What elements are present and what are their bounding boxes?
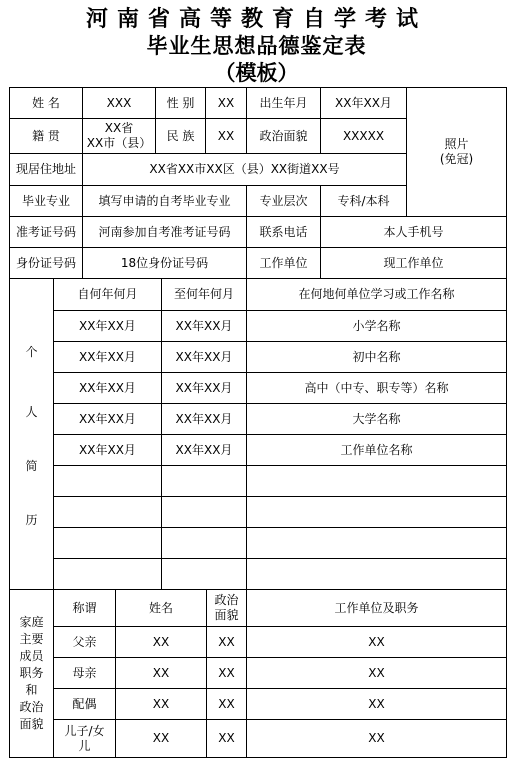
family-cell-political: XX <box>218 665 235 680</box>
family-header-relation: 称谓 <box>72 600 97 615</box>
family-header-work: 工作单位及职务 <box>334 600 419 615</box>
gender-value: XX <box>217 95 235 110</box>
family-side-line: 职务 <box>19 666 44 680</box>
title-line-3: （模板） <box>214 61 299 85</box>
resume-cell-from[interactable] <box>54 559 161 589</box>
address-label: 现居住地址 <box>15 162 76 176</box>
level-value: 专科/本科 <box>337 193 390 208</box>
family-cell-relation: 父亲 <box>72 634 97 649</box>
family-side-line: 和 <box>25 683 38 697</box>
birth-label: 出生年月 <box>259 95 308 110</box>
level-label: 专业层次 <box>259 193 308 208</box>
resume-header-place: 在何地何单位学习或工作名称 <box>298 287 455 301</box>
resume-side-label <box>10 279 53 589</box>
political-value: XXXXX <box>342 128 385 143</box>
resume-cell-to[interactable] <box>162 528 246 558</box>
address-value: XX省XX市XX区（县）XX街道XX号 <box>149 162 340 176</box>
resume-cell-to: XX年XX月 <box>175 442 233 457</box>
title-line-2: 毕业生思想品德鉴定表 <box>146 34 367 58</box>
resume-cell-from: XX年XX月 <box>79 349 136 364</box>
phone-label: 联系电话 <box>259 224 308 239</box>
resume-cell-place[interactable] <box>247 497 506 527</box>
photo-box[interactable] <box>407 88 506 216</box>
ethnic-label: 民 族 <box>166 128 195 143</box>
resume-cell-place: 高中（中专、职专等）名称 <box>304 380 449 395</box>
family-cell-political: XX <box>218 731 235 745</box>
family-cell-relation: 儿子/女儿 <box>64 723 105 753</box>
family-side-line: 成员 <box>19 649 44 663</box>
native-city: XX市（县） <box>86 136 152 150</box>
native-value[interactable] <box>83 119 155 153</box>
resume-cell-from: XX年XX月 <box>79 442 136 457</box>
resume-cell-from[interactable] <box>54 528 161 558</box>
resume-header-from: 自何年何月 <box>77 287 138 301</box>
resume-cell-to: XX年XX月 <box>175 349 233 364</box>
family-cell-work: XX <box>368 634 385 649</box>
family-cell-name: XX <box>152 634 170 649</box>
family-side-line: 主要 <box>19 632 44 646</box>
family-cell-name: XX <box>152 665 170 680</box>
resume-side-char: 历 <box>25 512 38 527</box>
exam-value: 河南参加自考准考证号码 <box>98 224 231 239</box>
family-header-political-line: 政治 <box>214 593 239 607</box>
family-cell-work: XX <box>368 696 385 711</box>
name-value: XXX <box>106 95 132 110</box>
resume-side-char: 个 <box>25 344 38 359</box>
family-cell-work: XX <box>368 731 385 745</box>
resume-cell-place: 大学名称 <box>352 411 401 426</box>
resume-cell-from: XX年XX月 <box>79 318 136 333</box>
major-value: 填写申请的自考毕业专业 <box>98 193 231 208</box>
family-cell-name: XX <box>152 731 170 745</box>
political-label: 政治面貌 <box>259 128 308 143</box>
family-header-name: 姓名 <box>148 600 173 615</box>
resume-cell-to[interactable] <box>162 559 246 589</box>
resume-cell-place: 小学名称 <box>352 318 401 333</box>
resume-cell-from: XX年XX月 <box>79 380 136 395</box>
phone-value: 本人手机号 <box>383 224 444 239</box>
family-header-political-line: 面貌 <box>214 608 239 622</box>
resume-cell-place: 工作单位名称 <box>340 442 413 457</box>
work-label: 工作单位 <box>259 255 308 270</box>
family-cell-political: XX <box>218 634 235 649</box>
photo-note: (免冠) <box>439 152 474 166</box>
resume-cell-from[interactable] <box>54 497 161 527</box>
resume-cell-from: XX年XX月 <box>79 411 136 426</box>
gender-label: 性 别 <box>166 95 195 110</box>
resume-header-to: 至何年何月 <box>173 287 234 301</box>
photo-label: 照片 <box>444 137 469 151</box>
family-side-line: 面貌 <box>19 717 44 731</box>
resume-cell-place[interactable] <box>247 528 506 558</box>
birth-value: XX年XX月 <box>335 95 392 110</box>
resume-cell-place: 初中名称 <box>352 349 401 364</box>
resume-cell-from[interactable] <box>54 466 161 496</box>
resume-cell-to: XX年XX月 <box>175 318 233 333</box>
family-cell-work: XX <box>368 665 385 680</box>
family-cell-political: XX <box>218 696 235 711</box>
family-side-label <box>10 590 53 757</box>
resume-cell-to[interactable] <box>162 497 246 527</box>
major-label: 毕业专业 <box>21 193 70 208</box>
family-side-line: 政治 <box>19 700 44 714</box>
family-header-political <box>207 590 246 626</box>
name-label: 姓 名 <box>32 95 60 110</box>
native-province: XX省 <box>104 121 134 135</box>
id-value: 18位身份证号码 <box>120 255 209 270</box>
exam-label: 准考证号码 <box>15 224 76 239</box>
family-cell-name: XX <box>152 696 170 711</box>
resume-cell-to: XX年XX月 <box>175 380 233 395</box>
resume-cell-to: XX年XX月 <box>175 411 233 426</box>
family-side-line: 家庭 <box>19 615 44 629</box>
title-line-1: 河南省高等教育自学考试 <box>85 7 427 32</box>
family-cell-relation: 配偶 <box>72 696 97 711</box>
ethnic-value: XX <box>217 128 235 143</box>
resume-cell-place[interactable] <box>247 559 506 589</box>
family-cell-relation: 母亲 <box>72 665 97 680</box>
native-label: 籍 贯 <box>32 128 60 143</box>
resume-cell-to[interactable] <box>162 466 246 496</box>
resume-side-char: 简 <box>25 458 38 473</box>
work-value: 现工作单位 <box>383 255 444 270</box>
resume-side-char: 人 <box>25 404 38 419</box>
id-label: 身份证号码 <box>15 255 76 270</box>
resume-cell-place[interactable] <box>247 466 506 496</box>
